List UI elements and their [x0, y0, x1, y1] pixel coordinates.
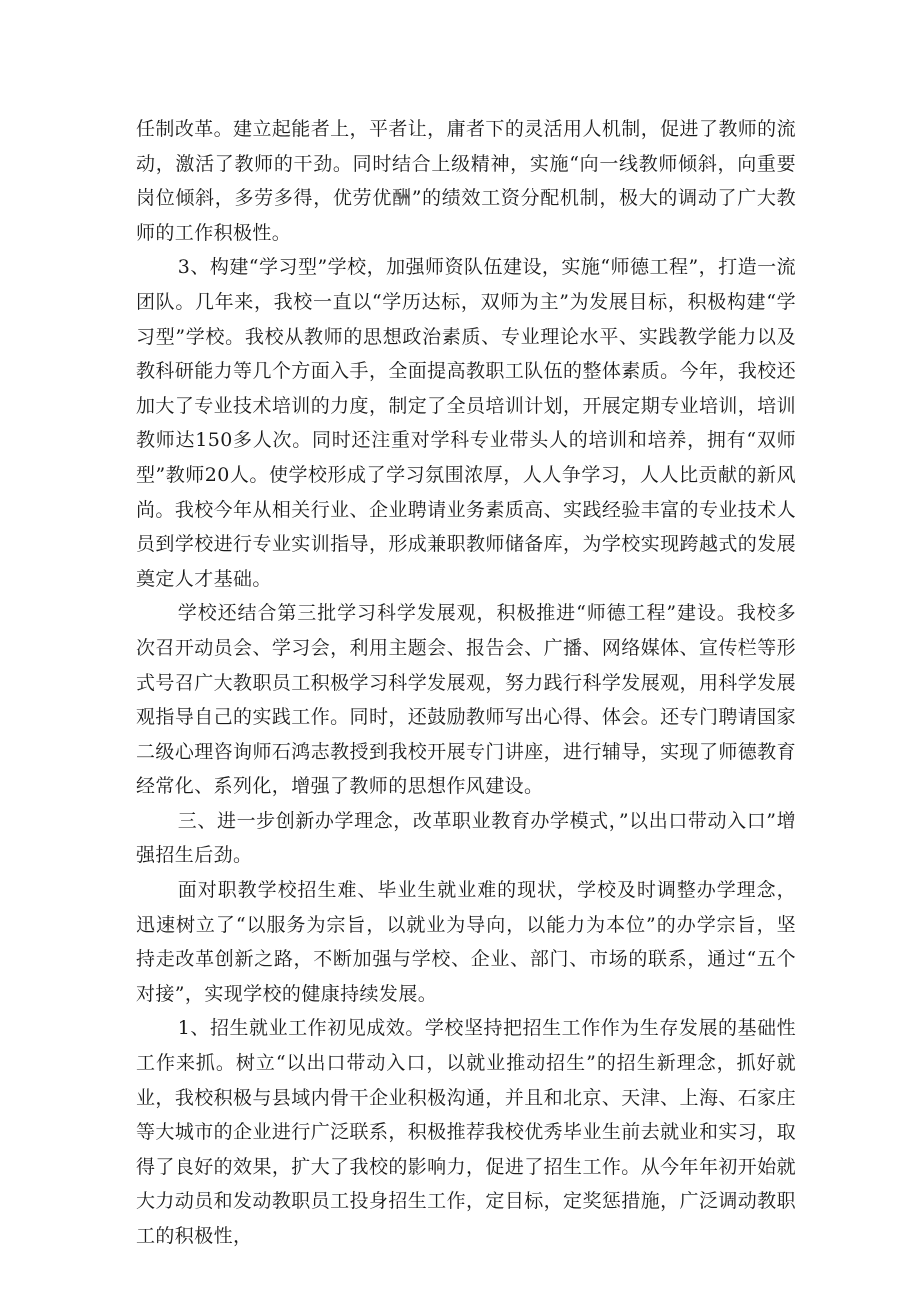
paragraph-teacher-ethics: 学校还结合第三批学习科学发展观，积极推进“师德工程”建设。我校多次召开动员会、学习会，利用主题会、报告会、广播、网络媒体、宣传栏等形式号召广大教职员工积极学习科学发展观，努力践行科学发展观，用科学发展观指导自己的实践工作。同时，还鼓励教师写出心得、体会。还专门聘请国家二级心理咨询师石鸿志教授到我校开展专门讲座，进行辅导，实现了师德教育经常化、系列化，增强了教师的思想作风建设。 [136, 602, 796, 798]
paragraph-enrollment-employment: 1、招生就业工作初见成效。学校坚持把招生工作作为生存发展的基础性工作来抓。树立“以出口带动入口，以就业推动招生”的招生新理念，抓好就业，我校积极与县域内骨干企业积极沟通，并且和北京、天津、上海、石家庄等大城市的企业进行广泛联系，积极推荐我校优秀毕业生前去就业和实习，取得了良好的效果，扩大了我校的影响力，促进了招生工作。从今年年初开始就大力动员和发动教职员工投身招生工作，定目标，定奖惩措施，广泛调动教职工的积极性， [136, 1017, 796, 1247]
paragraph-continuation: 任制改革。建立起能者上，平者让，庸者下的灵活用人机制，促进了教师的流动，激活了教师的干劲。同时结合上级精神，实施“向一线教师倾斜，向重要岗位倾斜，多劳多得，优劳优酬”的绩效工资分配机制，极大的调动了广大教师的工作积极性。 [136, 118, 796, 244]
paragraph-school-philosophy: 面对职教学校招生难、毕业生就业难的现状，学校及时调整办学理念，迅速树立了“以服务为宗旨，以就业为导向，以能力为本位”的办学宗旨，坚持走改革创新之路，不断加强与学校、企业、部门、市场的联系，通过“五个对接”，实现学校的健康持续发展。 [136, 879, 796, 1005]
document-body [136, 112, 796, 1254]
section-heading-three: 三、进一步创新办学理念，改革职业教育办学模式，”以出口带动入口”增强招生后劲。 [136, 809, 796, 867]
paragraph-learning-school: 3、构建“学习型”学校，加强师资队伍建设，实施“师德工程”，打造一流团队。几年来，我校一直以“学历达标，双师为主”为发展目标，积极构建“学习型”学校。我校从教师的思想政治素质、专业理论水平、实践教学能力以及教科研能力等几个方面入手，全面提高教职工队伍的整体素质。今年，我校还加大了专业技术培训的力度，制定了全员培训计划，开展定期专业培训，培训教师达150多人次。同时还注重对学科专业带头人的培训和培养，拥有“双师型”教师20人。使学校形成了学习氛围浓厚，人人争学习，人人比贡献的新风尚。我校今年从相关行业、企业聘请业务素质高、实践经验丰富的专业技术人员到学校进行专业实训指导，形成兼职教师储备库，为学校实现跨越式的发展奠定人才基础。 [136, 256, 796, 590]
